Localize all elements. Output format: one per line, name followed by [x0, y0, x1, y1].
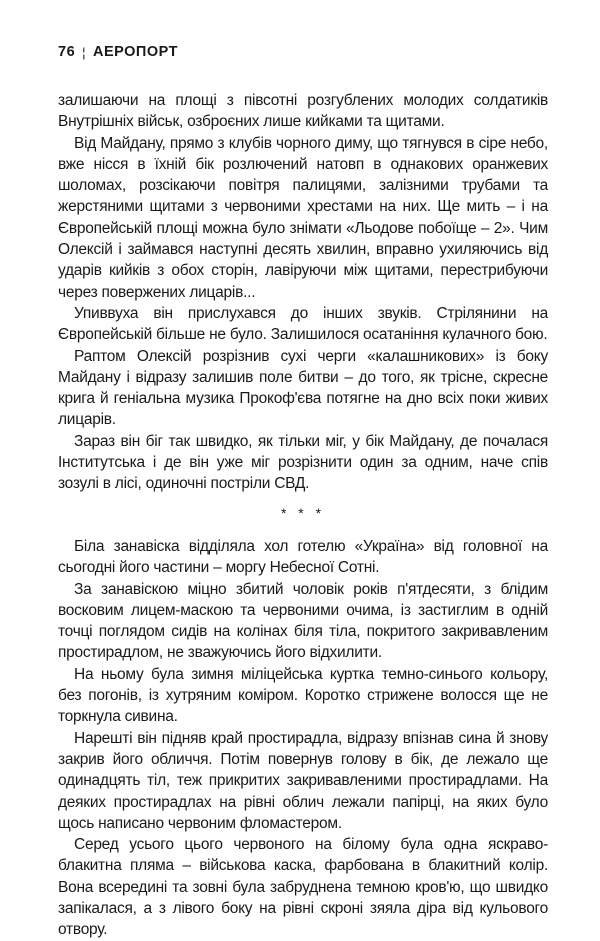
paragraph: залишаючи на площі з півсотні розгублених молодих солдатиків Внутрішніх військ, озброєних лише кийками та щитами.: [58, 92, 548, 131]
paragraph: Зараз він біг так швидко, як тільки міг, у бік Майдану, де почалася Інститутська і де він уже міг розрізнити один за одним, наче спів зозулі в лісі, одиночні постріли СВД.: [58, 432, 548, 493]
page-body: [58, 90, 548, 941]
paragraph: На ньому була зимня міліцейська куртка темно-синього кольору, без погонів, із хутряним коміром. Коротко стрижене волосся ще не торкнула сивина.: [58, 665, 548, 726]
header-separator: ¦: [82, 44, 87, 60]
paragraph: Раптом Олексій розрізнив сухі черги «калашникових» із боку Майдану і відразу залишив поле битви – до того, як тріснe, скресне крига й геніальна музика Прокоф'єва потягне на дно всіх поки живих лицарів.: [58, 347, 548, 429]
paragraph: За занавіскою міцно збитий чоловік років п'ятдесяти, з блідим восковим лицем-маскою та червоними очима, із застиглим в одній точці поглядом сидів на колінах біля тіла, покритого закривавленим простирадлом, не зважуючись його відхилити.: [58, 580, 548, 662]
paragraph: Біла занавіска відділяла хол готелю «Україна» від головної на сьогодні його частини – моргу Небесної Сотні.: [58, 537, 548, 577]
paragraph: Серед усього цього червоного на білому була одна яскраво-блакитна пляма – військова каска, фарбована в блакитний колір. Вона всередині та зовні була забруднена темною кров'ю, що швидко запікалася, а з лівого боку на рівні скроні зяяла діра від кульового отвору.: [58, 836, 548, 939]
paragraph: Від Майдану, прямо з клубів чорного диму, що тягнувся в сіре небо, вже нісся в їхній бік розлючений натовп в однакових оранжевих шоломах, розсікаючи повітря палицями, залізними трубами та жерстяними щитами з червоними хрестами на них. Ще мить – і на Європейській площі можна було знімати «Льодове побоїще – 2». Чим Олексій і займався наступні десять хвилин, вправно ухиляючись від ударів кийків з обох сторін, лавіруючи між щитами, перестрибуючи через повержених лицарів...: [58, 134, 548, 301]
running-header: [58, 44, 178, 60]
chapter-title: АЕРОПОРТ: [93, 44, 178, 60]
paragraph: Нарешті він підняв край простирадла, відразу впізнав сина й знову закрив його обличчя. Потім повернув голову в бік, де лежало ще одинадцять тіл, теж прикритих закривавленими простирадлами. На деяких простирадлах на рівні облич лежали папірці, на яких було щось написано червоним фломастером.: [58, 729, 548, 832]
paragraph: Упиввуха він прислухався до інших звуків. Стрілянини на Європейській більше не було. Залишилося осатаніння кулачного бою.: [58, 304, 548, 344]
page-number: 76: [58, 44, 76, 60]
section-divider: * * *: [280, 504, 326, 521]
